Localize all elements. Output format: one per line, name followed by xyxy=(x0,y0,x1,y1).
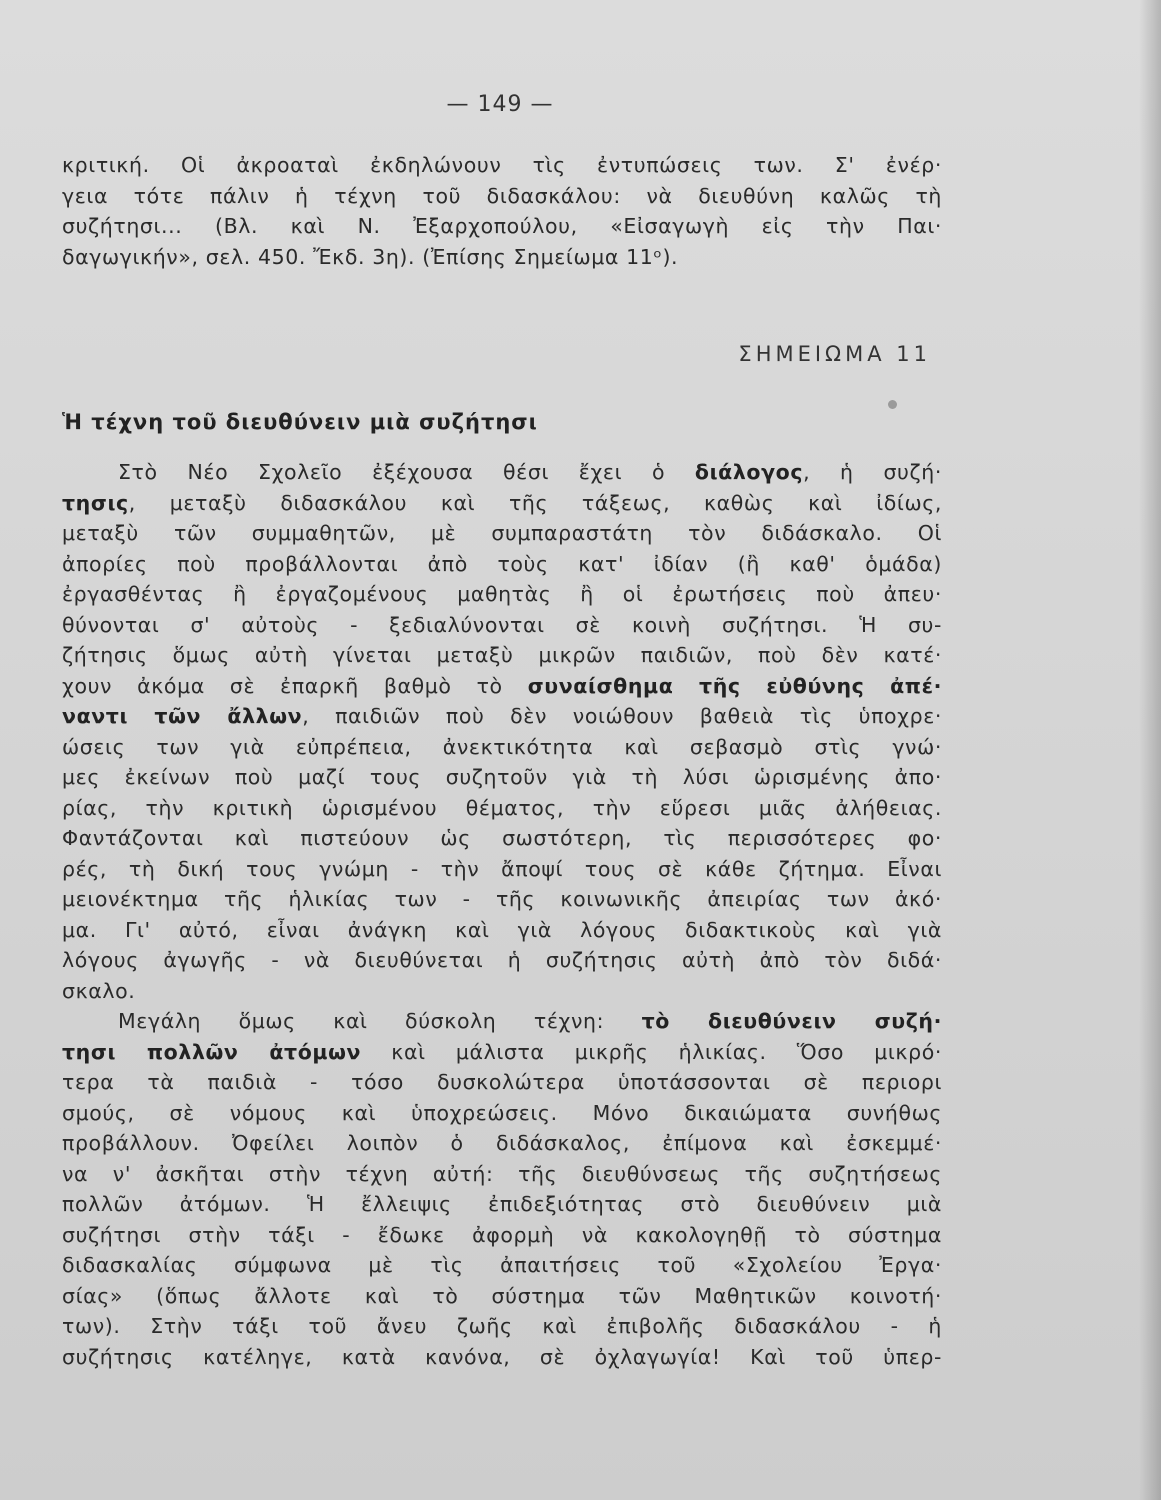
text-run: σμούς, σὲ νόμους καὶ ὑποχρεώσεις. Μόνο δικαιώματα συνήθως xyxy=(62,1100,942,1125)
text-run: ζήτησις ὅμως αὐτὴ γίνεται μεταξὺ μικρῶν παιδιῶν, ποὺ δὲν κατέ· xyxy=(62,643,942,667)
text-line xyxy=(62,1128,942,1159)
text-run: θύνονται σ' αὐτοὺς - ξεδιαλύνονται σὲ κοινὴ συζήτησι. Ἡ συ- xyxy=(62,612,942,637)
text-line xyxy=(62,762,942,793)
text-line xyxy=(62,1159,942,1190)
bold-text: τησις xyxy=(62,490,129,515)
text-line xyxy=(62,1006,942,1037)
text-line xyxy=(62,640,942,671)
text-line xyxy=(62,488,942,519)
text-line xyxy=(62,671,942,702)
text-run: συζήτησι στὴν τάξι - ἔδωκε ἀφορμὴ νὰ κακολογηθῇ τὸ σύστημα xyxy=(62,1222,942,1247)
text-line xyxy=(62,1311,942,1342)
text-run: να ν' ἀσκῆται στὴν τέχνη αὐτή: τῆς διευθύνσεως τῆς συζητήσεως xyxy=(62,1161,942,1186)
text-run: μα. Γι' αὐτό, εἶναι ἀνάγκη καὶ γιὰ λόγους διδακτικοὺς καὶ γιὰ xyxy=(62,917,942,942)
text-run: τερα τὰ παιδιὰ - τόσο δυσκολώτερα ὑποτάσσονται σὲ περιορι xyxy=(62,1070,942,1094)
bold-text: τησι πολλῶν ἀτόμων xyxy=(62,1039,362,1064)
text-line xyxy=(62,976,942,1007)
text-line xyxy=(62,1220,942,1251)
page-number: — 149 — xyxy=(446,92,554,117)
text-line xyxy=(62,1098,942,1129)
text-line xyxy=(62,1281,942,1312)
text-run: Μεγάλη ὅμως καὶ δύσκολη τέχνη: xyxy=(118,1009,642,1033)
text-line xyxy=(62,518,942,549)
text-line xyxy=(62,823,942,854)
text-line xyxy=(62,1037,942,1068)
text-line: κριτική. Οἱ ἀκροαταὶ ἐκδηλώνουν τὶς ἐντυπώσεις των. Σ' ἐνέρ· xyxy=(62,153,942,177)
text-line: γεια τότε πάλιν ἡ τέχνη τοῦ διδασκάλου: νὰ διευθύνη καλῶς τὴ xyxy=(62,183,942,208)
bold-text: τὸ διευθύνειν συζή· xyxy=(641,1009,942,1033)
text-run: ἐργασθέντας ἢ ἐργαζομένους μαθητὰς ἢ οἱ ἐρωτήσεις ποὺ ἀπευ· xyxy=(62,582,942,606)
text-line xyxy=(62,732,942,763)
text-line xyxy=(62,579,942,610)
text-run: ρές, τὴ δική τους γνώμη - τὴν ἄποψί τους σὲ κάθε ζήτημα. Εἶναι xyxy=(62,856,942,881)
text-line xyxy=(62,884,942,915)
text-run: πολλῶν ἀτόμων. Ἡ ἔλλειψις ἐπιδεξιότητας στὸ διευθύνειν μιὰ xyxy=(62,1192,942,1216)
text-run: ἀπορίες ποὺ προβάλλονται ἀπὸ τοὺς κατ' ἰδίαν (ἢ καθ' ὁμάδα) xyxy=(62,551,942,576)
text-line xyxy=(62,854,942,885)
text-run: , μεταξὺ διδασκάλου καὶ τῆς τάξεως, καθὼς καὶ ἰδίως, xyxy=(128,490,942,515)
text-run: διδασκαλίας σύμφωνα μὲ τὶς ἀπαιτήσεις τοῦ «Σχολείου Ἐργα· xyxy=(62,1253,942,1277)
text-line xyxy=(62,549,942,580)
text-line xyxy=(62,945,942,976)
text-line xyxy=(62,701,942,732)
text-run: ρίας, τὴν κριτικὴ ὡρισμένου θέματος, τὴν εὕρεσι μιᾶς ἀλήθειας. xyxy=(62,795,942,820)
text-run: , παιδιῶν ποὺ δὲν νοιώθουν βαθειὰ τὶς ὑποχρε· xyxy=(302,704,942,728)
text-line xyxy=(62,1067,942,1098)
text-run: συζήτησις κατέληγε, κατὰ κανόνα, σὲ ὀχλαγωγία! Καὶ τοῦ ὑπερ- xyxy=(62,1344,942,1369)
text-run: ώσεις των γιὰ εὐπρέπεια, ἀνεκτικότητα καὶ σεβασμὸ στὶς γνώ· xyxy=(62,734,942,759)
bold-text: συναίσθημα τῆς εὐθύνης ἀπέ· xyxy=(527,673,942,698)
text-line xyxy=(62,1189,942,1220)
text-line xyxy=(62,457,942,488)
text-line xyxy=(62,915,942,946)
page-edge-shadow xyxy=(1139,0,1161,1500)
text-line: δαγωγικήν», σελ. 450. Ἔκδ. 3η). (Ἐπίσης Σημείωμα 11ᵒ). xyxy=(62,244,679,269)
text-line xyxy=(62,1342,942,1373)
text-run: προβάλλουν. Ὀφείλει λοιπὸν ὁ διδάσκαλος, ἐπίμονα καὶ ἐσκεμμέ· xyxy=(62,1131,942,1155)
text-line xyxy=(62,1250,942,1281)
text-run: λόγους ἀγωγῆς - νὰ διευθύνεται ἡ συζήτησις αὐτὴ ἀπὸ τὸν διδά· xyxy=(62,948,942,972)
text-run: μειονέκτημα τῆς ἡλικίας των - τῆς κοινωνικῆς ἀπειρίας των ἀκό· xyxy=(62,887,942,911)
text-line xyxy=(62,610,942,641)
text-run: χουν ἀκόμα σὲ ἐπαρκῆ βαθμὸ τὸ xyxy=(62,673,528,698)
text-run: Στὸ Νέο Σχολεῖο ἐξέχουσα θέσι ἔχει ὁ xyxy=(118,460,695,484)
text-run: σίας» (ὅπως ἄλλοτε καὶ τὸ σύστημα τῶν Μαθητικῶν κοινοτή· xyxy=(62,1283,942,1308)
paragraph-2 xyxy=(62,1006,942,1372)
text-run: , ἡ συζή· xyxy=(803,460,942,484)
bold-text: ναντι τῶν ἄλλων xyxy=(62,704,303,728)
text-run: μεταξὺ τῶν συμμαθητῶν, μὲ συμπαραστάτη τὸν διδάσκαλο. Οἱ xyxy=(62,521,942,545)
paragraph-1 xyxy=(62,457,942,1006)
text-run: Φαντάζονται καὶ πιστεύουν ὡς σωστότερη, τὶς περισσότερες φο· xyxy=(62,826,942,850)
intro-paragraph xyxy=(62,150,942,272)
text-line: συζήτησι... (Βλ. καὶ Ν. Ἐξαρχοπούλου, «Εἰσαγωγὴ εἰς τὴν Παι· xyxy=(62,214,942,238)
ink-speck xyxy=(888,400,897,409)
text-line xyxy=(62,793,942,824)
text-run: μες ἐκείνων ποὺ μαζί τους συζητοῦν γιὰ τὴ λύσι ὡρισμένης ἀπο· xyxy=(62,765,942,789)
text-run: σκαλο. xyxy=(62,978,136,1003)
section-subtitle: Ἡ τέχνη τοῦ διευθύνειν μιὰ συζήτησι xyxy=(62,410,538,434)
text-run: των). Στὴν τάξι τοῦ ἄνευ ζωῆς καὶ ἐπιβολῆς διδασκάλου - ἡ xyxy=(62,1314,942,1338)
text-run: καὶ μάλιστα μικρῆς ἡλικίας. Ὅσο μικρό· xyxy=(361,1039,942,1064)
note-heading: ΣΗΜΕΙΩΜΑ 11 xyxy=(738,342,931,366)
bold-text: διάλογος xyxy=(694,460,804,484)
